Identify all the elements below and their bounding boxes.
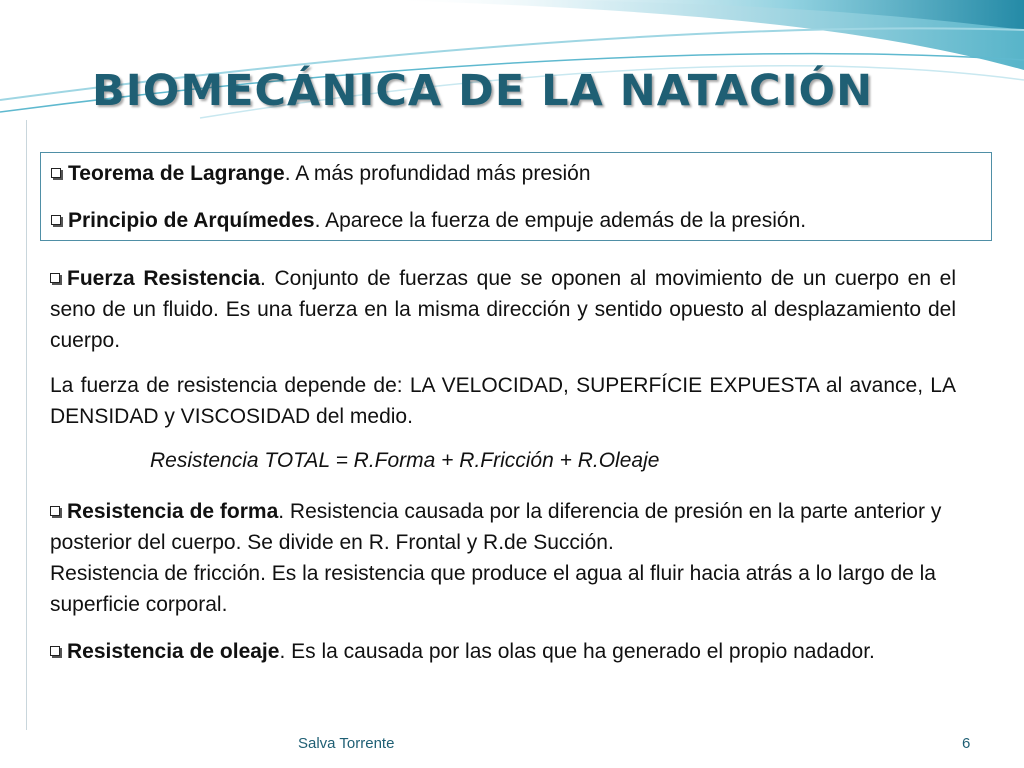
principles-box <box>40 152 992 241</box>
resistencia-oleaje-term: Resistencia de oleaje <box>67 640 280 663</box>
fuerza-resistencia-term: Fuerza Resistencia <box>67 267 261 290</box>
lagrange-term: Teorema de Lagrange <box>68 162 285 185</box>
resistencia-oleaje-paragraph <box>50 636 956 667</box>
left-border-line <box>26 120 27 730</box>
checkbox-bullet-icon <box>50 506 60 516</box>
page-number: 6 <box>962 735 971 752</box>
resistencia-forma-term: Resistencia de forma <box>67 500 279 523</box>
box-item-arquimedes <box>51 209 806 233</box>
footer-author: Salva Torrente <box>298 735 395 752</box>
checkbox-bullet-icon <box>50 273 60 283</box>
slide-title: BIOMECÁNICA DE LA NATACIÓN <box>92 66 874 116</box>
checkbox-bullet-icon <box>51 215 61 225</box>
resistencia-oleaje-text: . Es la causada por las olas que ha generado el propio nadador. <box>279 640 875 663</box>
checkbox-bullet-icon <box>51 168 61 178</box>
box-item-lagrange <box>51 162 591 186</box>
fuerza-resistencia-text: . Conjunto de fuerzas que se oponen al movimiento de un cuerpo en el seno de un fluido. Es una fuerza en la misma dirección y sentido opuesto al desplazamiento del cuerpo. <box>50 267 956 352</box>
resistencia-friccion-text: Resistencia de fricción. Es la resistencia que produce el agua al fluir hacia atrás a lo largo de la superficie corporal. <box>50 562 936 616</box>
checkbox-bullet-icon <box>50 646 60 656</box>
lagrange-text: . A más profundidad más presión <box>284 162 591 185</box>
resistencia-forma-text: . Resistencia causada por la diferencia de presión en la parte anterior y posterior del cuerpo. Se divide en R. Frontal y R.de Succión. <box>50 500 942 554</box>
resistencia-forma-paragraph <box>50 496 956 620</box>
arquimedes-text: . Aparece la fuerza de empuje además de la presión. <box>314 209 807 232</box>
fuerza-resistencia-paragraph <box>50 263 956 356</box>
arquimedes-term: Principio de Arquímedes <box>68 209 315 232</box>
depende-paragraph: La fuerza de resistencia depende de: LA VELOCIDAD, SUPERFÍCIE EXPUESTA al avance, LA DENSIDAD y VISCOSIDAD del medio. <box>50 374 956 428</box>
resistance-formula: Resistencia TOTAL = R.Forma + R.Fricción + R.Oleaje <box>150 449 660 472</box>
